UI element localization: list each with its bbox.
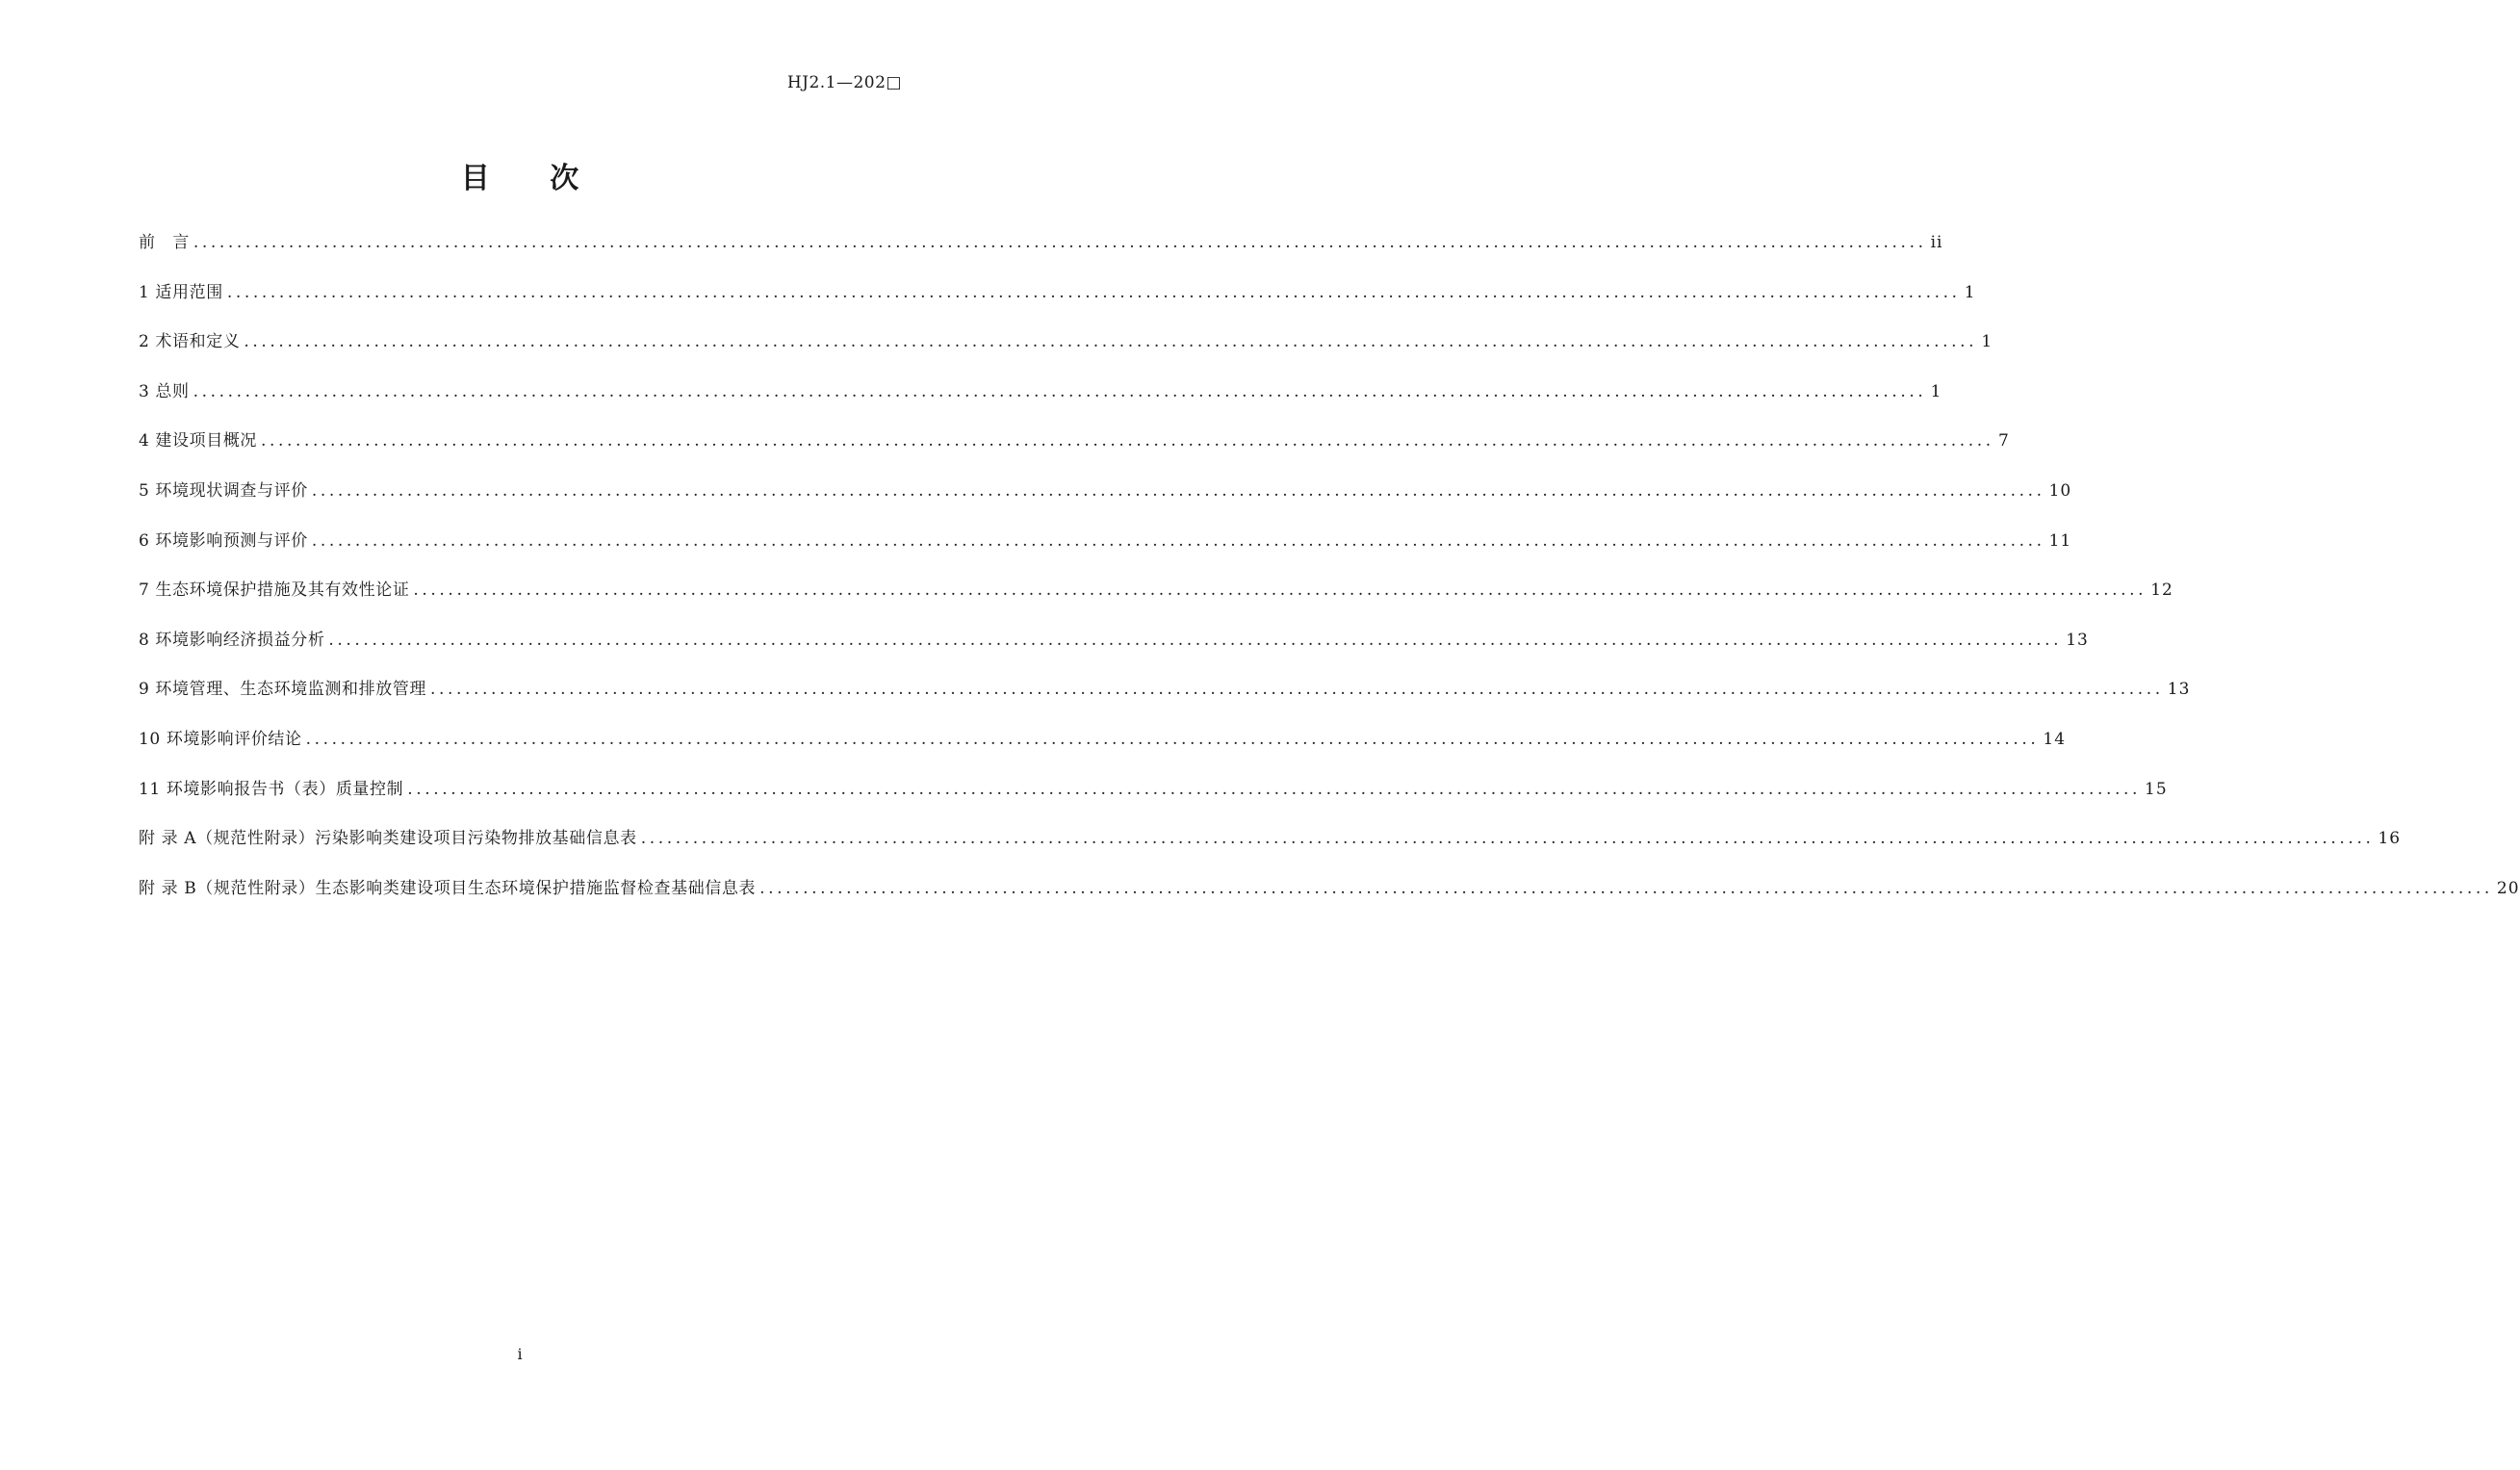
- toc-leader-dots: ........................................................................................................................................................................................................: [407, 779, 2142, 799]
- toc-entry[interactable]: [139, 278, 1976, 328]
- toc-entry-page: 1: [1981, 332, 1993, 352]
- toc-entry-label: 2 术语和定义: [139, 332, 241, 352]
- table-of-contents: [139, 228, 2520, 923]
- toc-entry-page: 11: [2048, 530, 2072, 551]
- toc-entry[interactable]: [139, 725, 2067, 775]
- toc-entry[interactable]: [139, 626, 2089, 676]
- toc-entry-page: 13: [2066, 630, 2089, 650]
- toc-entry[interactable]: [139, 576, 2173, 626]
- toc-entry-label: 4 建设项目概况: [139, 431, 258, 451]
- toc-entry-label: 附 录 A（规范性附录）污染影响类建设项目污染物排放基础信息表: [139, 829, 637, 849]
- toc-entry[interactable]: [139, 426, 2010, 477]
- toc-entry-label: 附 录 B（规范性附录）生态影响类建设项目生态环境保护措施监督检查基础信息表: [139, 878, 757, 898]
- toc-entry[interactable]: [139, 824, 2402, 874]
- toc-entry-label: 9 环境管理、生态环境监测和排放管理: [139, 680, 427, 700]
- toc-leader-dots: ........................................................................................................................................................................................................: [759, 878, 2493, 898]
- page-title: 目 次: [460, 162, 604, 195]
- toc-leader-dots: ........................................................................................................................................................................................................: [430, 680, 2164, 700]
- toc-entry[interactable]: [139, 327, 1993, 377]
- toc-entry-page: 1: [1930, 381, 1942, 401]
- toc-entry-label: 7 生态环境保护措施及其有效性论证: [139, 580, 410, 601]
- toc-entry-label: 11 环境影响报告书（表）质量控制: [139, 779, 404, 799]
- toc-entry-page: 20: [2496, 878, 2520, 898]
- toc-entry[interactable]: [139, 477, 2072, 527]
- toc-entry-label: 5 环境现状调查与评价: [139, 480, 308, 501]
- toc-entry-label: 10 环境影响评价结论: [139, 729, 302, 749]
- toc-entry-label: 1 适用范围: [139, 282, 223, 302]
- toc-entry-page: 7: [1997, 431, 2010, 451]
- toc-entry-page: 14: [2043, 729, 2067, 749]
- toc-entry[interactable]: [139, 675, 2191, 725]
- toc-entry-label: 8 环境影响经济损益分析: [139, 630, 325, 650]
- toc-leader-dots: ........................................................................................................................................................................................................: [311, 530, 2045, 551]
- toc-entry-page: 1: [1964, 282, 1976, 302]
- toc-entry-page: 15: [2145, 779, 2168, 799]
- toc-leader-dots: ........................................................................................................................................................................................................: [226, 282, 1961, 302]
- toc-entry[interactable]: [139, 377, 1942, 427]
- toc-leader-dots: ........................................................................................................................................................................................................: [193, 233, 1927, 252]
- toc-leader-dots: ........................................................................................................................................................................................................: [305, 729, 2040, 749]
- page-number: i: [517, 1345, 523, 1363]
- toc-entry-label: 前 言: [139, 233, 190, 252]
- toc-entry[interactable]: [139, 775, 2168, 825]
- toc-entry-page: 12: [2150, 580, 2173, 601]
- toc-leader-dots: ........................................................................................................................................................................................................: [328, 630, 2063, 650]
- document-code: HJ2.1—202□: [786, 73, 902, 92]
- toc-leader-dots: ........................................................................................................................................................................................................: [244, 332, 1978, 352]
- toc-leader-dots: ........................................................................................................................................................................................................: [311, 480, 2045, 501]
- toc-entry-page: ii: [1930, 233, 1943, 252]
- toc-entry-page: 13: [2167, 680, 2191, 700]
- toc-leader-dots: ........................................................................................................................................................................................................: [261, 431, 1994, 451]
- toc-entry-label: 3 总则: [139, 381, 190, 401]
- toc-entry-page: 16: [2378, 829, 2402, 849]
- toc-entry-page: 10: [2048, 480, 2072, 501]
- toc-leader-dots: ........................................................................................................................................................................................................: [413, 580, 2147, 601]
- toc-entry[interactable]: [139, 228, 1943, 278]
- toc-entry[interactable]: [139, 874, 2520, 924]
- toc-leader-dots: ........................................................................................................................................................................................................: [193, 381, 1927, 401]
- toc-leader-dots: ........................................................................................................................................................................................................: [640, 829, 2375, 849]
- toc-entry[interactable]: [139, 527, 2072, 577]
- toc-entry-label: 6 环境影响预测与评价: [139, 530, 308, 551]
